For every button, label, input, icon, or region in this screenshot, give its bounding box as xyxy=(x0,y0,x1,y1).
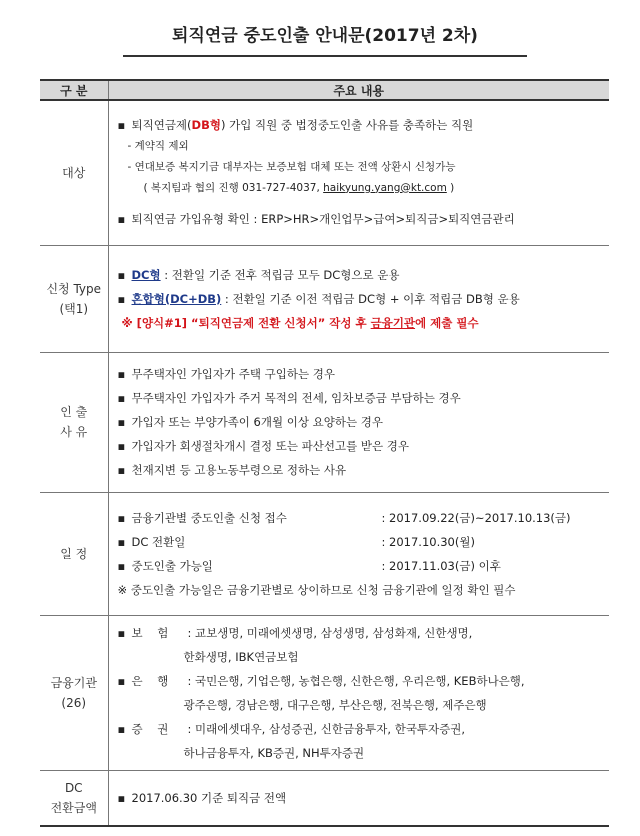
reason-text: 천재지변 등 고용노동부령으로 정하는 사유 xyxy=(131,463,347,477)
bank-label: 은 행 xyxy=(131,673,169,688)
label-reasons-line1: 인 출 xyxy=(60,405,88,419)
bullet-icon: ▪ xyxy=(117,211,126,226)
bullet-icon: ▪ xyxy=(117,625,126,640)
note-prefix: ※ [양식#1] “퇴직연금제 전환 신청서” 작성 후 xyxy=(121,315,371,330)
table-header xyxy=(40,80,609,100)
bank-line-2: 광주은행, 경남은행, 대구은행, 부산은행, 전북은행, 제주은행 xyxy=(183,697,487,712)
dc-amount-line xyxy=(118,786,610,810)
label-institutions-line2: (26) xyxy=(61,695,87,710)
label-schedule: 일 정 xyxy=(40,492,108,615)
label-apply-type xyxy=(40,245,108,352)
row-institutions xyxy=(40,615,609,770)
note-institution: 금융기관 xyxy=(370,315,416,330)
insurance-list: : 교보생명, 미래에셋생명, 삼성생명, 삼성화재, 신한생명, xyxy=(187,625,473,640)
header-content: 주요 내용 xyxy=(108,80,609,100)
content-institutions xyxy=(108,615,609,770)
email-link[interactable]: haikyung.yang@kt.com xyxy=(323,181,447,194)
reason-item xyxy=(118,458,610,482)
label-target: 대상 xyxy=(40,100,108,245)
reason-item xyxy=(118,362,610,386)
insurance-line-2: 한화생명, IBK연금보험 xyxy=(183,649,299,664)
target-line-2: - 계약직 제외 xyxy=(127,139,189,152)
dc-type-line xyxy=(118,263,610,287)
bullet-icon: ▪ xyxy=(117,558,126,573)
apply-note xyxy=(118,311,610,335)
label-apply-type-line1: 신청 Type xyxy=(46,281,102,296)
schedule-value: : 2017.10.30(월) xyxy=(381,534,475,549)
content-target xyxy=(108,100,609,245)
schedule-note: ※ 중도인출 가능일은 금융기관별로 상이하므로 신청 금융기관에 일정 확인 필수 xyxy=(117,582,516,597)
row-target xyxy=(40,100,609,245)
db-type-highlight: DB형 xyxy=(191,117,221,132)
bank-list: : 국민은행, 기업은행, 농협은행, 신한은행, 우리은행, KEB하나은행, xyxy=(187,673,525,688)
schedule-value: : 2017.09.22(금)~2017.10.13(금) xyxy=(381,510,571,525)
enroll-type-check: 퇴직연금 가입유형 확인 : ERP>HR>개인업무>급여>퇴직금>퇴직연금관리 xyxy=(131,211,515,226)
label-reasons xyxy=(40,352,108,492)
row-schedule xyxy=(40,492,609,615)
mix-type-desc: : 전환일 기준 이전 적립금 DC형 + 이후 적립금 DB형 운용 xyxy=(221,291,520,306)
row-dc-amount xyxy=(40,770,609,826)
label-dc-amount xyxy=(40,770,108,826)
bank-line-1 xyxy=(118,669,610,693)
bullet-icon: ▪ xyxy=(117,267,126,282)
bullet-icon: ▪ xyxy=(117,534,126,549)
target-line-1 xyxy=(118,115,610,136)
schedule-value: : 2017.11.03(금) 이후 xyxy=(381,558,501,573)
dc-type-desc: : 전환일 기준 전후 적립금 모두 DC형으로 운용 xyxy=(160,267,400,282)
notice-table xyxy=(40,79,609,827)
dc-type-name: DC형 xyxy=(131,267,161,282)
contact-suffix: ) xyxy=(446,181,455,194)
label-institutions-line1: 금융기관 xyxy=(50,675,97,690)
target-line-4 xyxy=(118,178,610,199)
label-dc-amount-line1: DC xyxy=(64,780,83,795)
content-dc-amount xyxy=(108,770,609,826)
securities-line-2: 하나금융투자, KB증권, NH투자증권 xyxy=(183,745,365,760)
content-schedule xyxy=(108,492,609,615)
insurance-line-1 xyxy=(118,621,610,645)
target-line-5 xyxy=(118,207,610,231)
bullet-icon: ▪ xyxy=(117,721,126,736)
schedule-name: DC 전환일 xyxy=(131,534,186,549)
title-box xyxy=(123,25,527,57)
reason-text: 가입자 또는 부양가족이 6개월 이상 요양하는 경우 xyxy=(131,415,383,429)
reason-text: 가입자가 회생절차개시 결정 또는 파산선고를 받은 경우 xyxy=(131,439,409,453)
reason-item xyxy=(118,434,610,458)
label-institutions xyxy=(40,615,108,770)
target-line-3: - 연대보증 복지기금 대부자는 보증보험 대체 또는 전액 상환시 신청가능 xyxy=(127,160,456,173)
reason-item xyxy=(118,386,610,410)
label-apply-type-line2: (택1) xyxy=(59,301,89,316)
row-apply-type xyxy=(40,245,609,352)
bullet-icon: ▪ xyxy=(117,391,126,405)
securities-line-1 xyxy=(118,717,610,741)
note-suffix: 에 제출 필수 xyxy=(415,315,479,330)
securities-label: 증 권 xyxy=(131,721,169,736)
schedule-item xyxy=(118,506,610,530)
reason-item xyxy=(118,410,610,434)
page-title: 퇴직연금 중도인출 안내문(2017년 2차) xyxy=(172,26,478,46)
bullet-icon: ▪ xyxy=(117,117,126,132)
schedule-name: 중도인출 가능일 xyxy=(131,558,213,573)
header-category: 구 분 xyxy=(40,80,108,100)
bullet-icon: ▪ xyxy=(117,673,126,688)
bullet-icon: ▪ xyxy=(117,415,126,429)
bullet-icon: ▪ xyxy=(117,510,126,525)
schedule-item xyxy=(118,530,610,554)
schedule-name: 금융기관별 중도인출 신청 접수 xyxy=(131,510,287,525)
insurance-label: 보 험 xyxy=(131,625,169,640)
contact-text: ( 복지팀과 협의 진행 031-727-4037, xyxy=(143,181,324,194)
content-apply-type xyxy=(108,245,609,352)
target-text-suffix: ) 가입 직원 중 법정중도인출 사유를 충족하는 직원 xyxy=(220,117,474,132)
reason-text: 무주택자인 가입자가 주거 목적의 전세, 임차보증금 부담하는 경우 xyxy=(131,391,461,405)
bullet-icon: ▪ xyxy=(117,367,126,381)
bullet-icon: ▪ xyxy=(117,790,126,805)
bullet-icon: ▪ xyxy=(117,439,126,453)
bullet-icon: ▪ xyxy=(117,463,126,477)
bullet-icon: ▪ xyxy=(117,291,126,306)
schedule-item xyxy=(118,554,610,578)
dc-amount-text: 2017.06.30 기준 퇴직금 전액 xyxy=(131,790,287,805)
content-reasons xyxy=(108,352,609,492)
label-dc-amount-line2: 전환금액 xyxy=(50,800,97,815)
securities-list: : 미래에셋대우, 삼성증권, 신한금융투자, 한국투자증권, xyxy=(187,721,466,736)
mix-type-line xyxy=(118,287,610,311)
target-text: 퇴직연금제( xyxy=(131,117,192,132)
label-reasons-line2: 사 유 xyxy=(60,425,88,439)
reason-text: 무주택자인 가입자가 주택 구입하는 경우 xyxy=(131,367,335,381)
mix-type-name: 혼합형(DC+DB) xyxy=(131,291,222,306)
row-reasons xyxy=(40,352,609,492)
